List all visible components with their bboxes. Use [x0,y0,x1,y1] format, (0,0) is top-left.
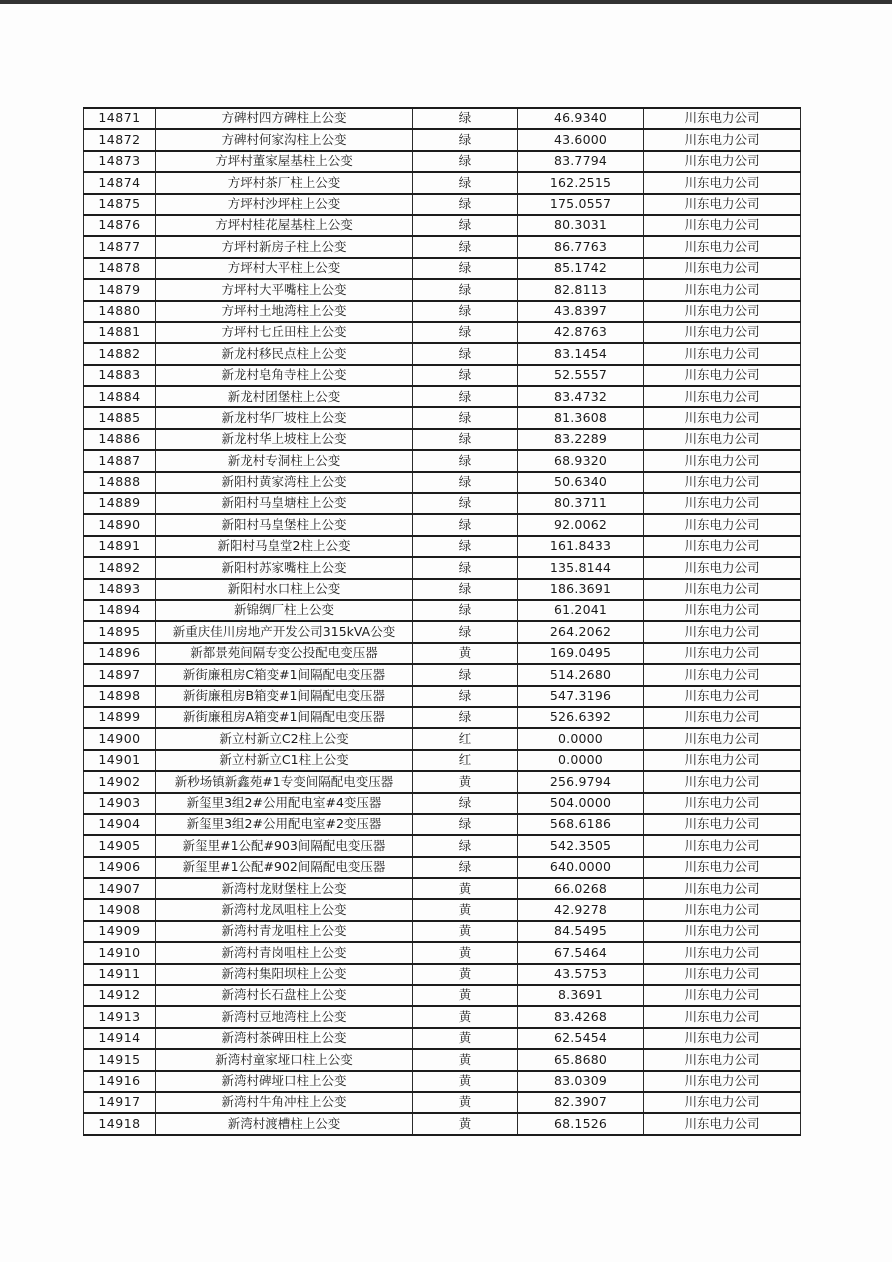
row-status-cell: 绿 [413,514,518,535]
row-id-cell: 14881 [84,322,156,343]
row-value-cell: 84.5495 [518,921,644,942]
table-row [84,643,801,664]
row-company-cell: 川东电力公司 [644,236,801,257]
row-value-cell: 83.4268 [518,1006,644,1027]
row-company-cell: 川东电力公司 [644,1092,801,1113]
row-id-cell: 14888 [84,472,156,493]
row-name-cell: 方碑村四方碑柱上公变 [156,108,413,129]
table-row [84,793,801,814]
row-value-cell: 542.3505 [518,835,644,856]
row-name-cell: 新立村新立C1柱上公变 [156,750,413,771]
row-name-cell: 方坪村新房子柱上公变 [156,236,413,257]
row-status-cell: 黄 [413,1113,518,1134]
row-value-cell: 66.0268 [518,878,644,899]
table-row [84,514,801,535]
row-name-cell: 新阳村马皇堂2柱上公变 [156,536,413,557]
row-status-cell: 绿 [413,600,518,621]
row-status-cell: 黄 [413,1071,518,1092]
row-status-cell: 黄 [413,899,518,920]
row-value-cell: 83.0309 [518,1071,644,1092]
row-name-cell: 方坪村大平嘴柱上公变 [156,279,413,300]
row-name-cell: 方坪村沙坪柱上公变 [156,194,413,215]
row-name-cell: 新湾村龙凤咀柱上公变 [156,899,413,920]
row-name-cell: 新湾村青岗咀柱上公变 [156,942,413,963]
row-name-cell: 新都景苑间隔专变公投配电变压器 [156,643,413,664]
row-status-cell: 绿 [413,857,518,878]
row-status-cell: 绿 [413,386,518,407]
table-row [84,1049,801,1070]
table-row [84,857,801,878]
row-id-cell: 14882 [84,343,156,364]
row-id-cell: 14877 [84,236,156,257]
row-name-cell: 新龙村团堡柱上公变 [156,386,413,407]
row-company-cell: 川东电力公司 [644,793,801,814]
row-status-cell: 红 [413,750,518,771]
row-id-cell: 14911 [84,964,156,985]
row-company-cell: 川东电力公司 [644,536,801,557]
row-company-cell: 川东电力公司 [644,857,801,878]
row-value-cell: 68.1526 [518,1113,644,1134]
row-value-cell: 162.2515 [518,172,644,193]
row-id-cell: 14903 [84,793,156,814]
row-id-cell: 14901 [84,750,156,771]
row-id-cell: 14904 [84,814,156,835]
row-id-cell: 14887 [84,450,156,471]
row-name-cell: 新立村新立C2柱上公变 [156,728,413,749]
table-row [84,707,801,728]
row-value-cell: 65.8680 [518,1049,644,1070]
table-row [84,1028,801,1049]
row-company-cell: 川东电力公司 [644,343,801,364]
table-row [84,621,801,642]
row-id-cell: 14872 [84,129,156,150]
row-company-cell: 川东电力公司 [644,600,801,621]
table-row [84,964,801,985]
table-row [84,899,801,920]
row-value-cell: 514.2680 [518,664,644,685]
row-name-cell: 新玺里3组2#公用配电室#2变压器 [156,814,413,835]
row-value-cell: 42.9278 [518,899,644,920]
row-company-cell: 川东电力公司 [644,301,801,322]
row-value-cell: 67.5464 [518,942,644,963]
row-company-cell: 川东电力公司 [644,172,801,193]
row-name-cell: 方坪村大平柱上公变 [156,258,413,279]
row-company-cell: 川东电力公司 [644,964,801,985]
row-name-cell: 新龙村华厂坡柱上公变 [156,407,413,428]
row-name-cell: 新阳村水口柱上公变 [156,579,413,600]
row-status-cell: 绿 [413,365,518,386]
row-name-cell: 新玺里3组2#公用配电室#4变压器 [156,793,413,814]
row-company-cell: 川东电力公司 [644,921,801,942]
row-value-cell: 46.9340 [518,108,644,129]
row-id-cell: 14890 [84,514,156,535]
row-name-cell: 新湾村青龙咀柱上公变 [156,921,413,942]
row-value-cell: 640.0000 [518,857,644,878]
row-id-cell: 14898 [84,686,156,707]
row-id-cell: 14905 [84,835,156,856]
row-value-cell: 83.2289 [518,429,644,450]
table-row [84,600,801,621]
row-name-cell: 新重庆佳川房地产开发公司315kVA公变 [156,621,413,642]
row-company-cell: 川东电力公司 [644,108,801,129]
row-status-cell: 绿 [413,172,518,193]
table-row [84,215,801,236]
row-status-cell: 绿 [413,707,518,728]
table-row [84,942,801,963]
row-value-cell: 86.7763 [518,236,644,257]
row-status-cell: 绿 [413,151,518,172]
table-row [84,921,801,942]
row-value-cell: 547.3196 [518,686,644,707]
row-company-cell: 川东电力公司 [644,878,801,899]
row-id-cell: 14885 [84,407,156,428]
row-status-cell: 绿 [413,536,518,557]
row-id-cell: 14908 [84,899,156,920]
row-value-cell: 92.0062 [518,514,644,535]
row-company-cell: 川东电力公司 [644,1049,801,1070]
row-value-cell: 80.3031 [518,215,644,236]
row-company-cell: 川东电力公司 [644,1071,801,1092]
row-value-cell: 42.8763 [518,322,644,343]
row-company-cell: 川东电力公司 [644,707,801,728]
row-status-cell: 黄 [413,964,518,985]
row-company-cell: 川东电力公司 [644,750,801,771]
row-id-cell: 14883 [84,365,156,386]
row-value-cell: 61.2041 [518,600,644,621]
row-company-cell: 川东电力公司 [644,151,801,172]
row-name-cell: 新阳村马皇堡柱上公变 [156,514,413,535]
row-value-cell: 526.6392 [518,707,644,728]
table-row [84,343,801,364]
table-row [84,1071,801,1092]
row-id-cell: 14891 [84,536,156,557]
table-row [84,108,801,129]
row-id-cell: 14912 [84,985,156,1006]
row-value-cell: 0.0000 [518,750,644,771]
row-id-cell: 14909 [84,921,156,942]
row-name-cell: 新湾村渡槽柱上公变 [156,1113,413,1134]
row-name-cell: 新湾村龙财堡柱上公变 [156,878,413,899]
row-name-cell: 新秒场镇新鑫苑#1专变间隔配电变压器 [156,771,413,792]
row-name-cell: 新玺里#1公配#903间隔配电变压器 [156,835,413,856]
row-value-cell: 43.8397 [518,301,644,322]
row-status-cell: 绿 [413,793,518,814]
row-value-cell: 186.3691 [518,579,644,600]
table-row [84,728,801,749]
row-status-cell: 绿 [413,108,518,129]
row-value-cell: 8.3691 [518,985,644,1006]
table-body [84,108,801,1135]
row-value-cell: 81.3608 [518,407,644,428]
table-row [84,236,801,257]
row-name-cell: 新龙村移民点柱上公变 [156,343,413,364]
row-status-cell: 绿 [413,407,518,428]
table-row [84,151,801,172]
row-name-cell: 新湾村豆地湾柱上公变 [156,1006,413,1027]
row-name-cell: 新街廉租房B箱变#1间隔配电变压器 [156,686,413,707]
table-row [84,429,801,450]
row-company-cell: 川东电力公司 [644,664,801,685]
row-company-cell: 川东电力公司 [644,557,801,578]
row-status-cell: 黄 [413,942,518,963]
row-id-cell: 14917 [84,1092,156,1113]
row-value-cell: 256.9794 [518,771,644,792]
row-company-cell: 川东电力公司 [644,215,801,236]
row-status-cell: 绿 [413,194,518,215]
row-company-cell: 川东电力公司 [644,1006,801,1027]
table-row [84,386,801,407]
row-company-cell: 川东电力公司 [644,514,801,535]
row-value-cell: 568.6186 [518,814,644,835]
row-id-cell: 14892 [84,557,156,578]
row-status-cell: 绿 [413,343,518,364]
row-company-cell: 川东电力公司 [644,579,801,600]
row-name-cell: 新街廉租房C箱变#1间隔配电变压器 [156,664,413,685]
row-id-cell: 14889 [84,493,156,514]
row-status-cell: 绿 [413,686,518,707]
row-value-cell: 50.6340 [518,472,644,493]
row-value-cell: 175.0557 [518,194,644,215]
row-value-cell: 52.5557 [518,365,644,386]
row-id-cell: 14918 [84,1113,156,1134]
row-id-cell: 14906 [84,857,156,878]
row-name-cell: 新湾村童家垭口柱上公变 [156,1049,413,1070]
row-status-cell: 绿 [413,493,518,514]
row-status-cell: 绿 [413,129,518,150]
row-value-cell: 135.8144 [518,557,644,578]
row-id-cell: 14894 [84,600,156,621]
row-id-cell: 14871 [84,108,156,129]
row-company-cell: 川东电力公司 [644,429,801,450]
top-border-line [0,0,892,4]
row-name-cell: 新龙村华上坡柱上公变 [156,429,413,450]
row-value-cell: 264.2062 [518,621,644,642]
row-id-cell: 14878 [84,258,156,279]
row-value-cell: 68.9320 [518,450,644,471]
row-name-cell: 新龙村专洞柱上公变 [156,450,413,471]
row-id-cell: 14915 [84,1049,156,1070]
row-id-cell: 14880 [84,301,156,322]
row-status-cell: 红 [413,728,518,749]
table-row [84,194,801,215]
table-row [84,985,801,1006]
table-row [84,493,801,514]
table-row [84,557,801,578]
row-id-cell: 14875 [84,194,156,215]
row-id-cell: 14902 [84,771,156,792]
row-status-cell: 绿 [413,472,518,493]
row-company-cell: 川东电力公司 [644,407,801,428]
row-status-cell: 绿 [413,579,518,600]
row-id-cell: 14873 [84,151,156,172]
row-company-cell: 川东电力公司 [644,835,801,856]
row-company-cell: 川东电力公司 [644,279,801,300]
row-name-cell: 新湾村茶碑田柱上公变 [156,1028,413,1049]
row-name-cell: 方碑村何家沟柱上公变 [156,129,413,150]
row-status-cell: 黄 [413,1028,518,1049]
table-row [84,1092,801,1113]
row-company-cell: 川东电力公司 [644,771,801,792]
row-status-cell: 绿 [413,450,518,471]
row-company-cell: 川东电力公司 [644,814,801,835]
row-value-cell: 83.7794 [518,151,644,172]
row-name-cell: 新湾村牛角冲柱上公变 [156,1092,413,1113]
row-value-cell: 62.5454 [518,1028,644,1049]
row-company-cell: 川东电力公司 [644,686,801,707]
row-company-cell: 川东电力公司 [644,493,801,514]
table-row [84,279,801,300]
row-company-cell: 川东电力公司 [644,728,801,749]
row-id-cell: 14910 [84,942,156,963]
table-row [84,1006,801,1027]
table-row [84,536,801,557]
row-name-cell: 方坪村董家屋基柱上公变 [156,151,413,172]
row-value-cell: 80.3711 [518,493,644,514]
row-name-cell: 新湾村集阳坝柱上公变 [156,964,413,985]
row-id-cell: 14897 [84,664,156,685]
row-status-cell: 绿 [413,279,518,300]
table-row [84,664,801,685]
table-row [84,579,801,600]
table-row [84,322,801,343]
row-status-cell: 黄 [413,921,518,942]
table-row [84,172,801,193]
table-row [84,450,801,471]
row-id-cell: 14914 [84,1028,156,1049]
row-company-cell: 川东电力公司 [644,386,801,407]
table-row [84,472,801,493]
row-status-cell: 绿 [413,621,518,642]
row-company-cell: 川东电力公司 [644,1028,801,1049]
row-status-cell: 绿 [413,236,518,257]
table-row [84,750,801,771]
row-id-cell: 14913 [84,1006,156,1027]
row-company-cell: 川东电力公司 [644,621,801,642]
row-status-cell: 黄 [413,985,518,1006]
row-status-cell: 绿 [413,322,518,343]
row-name-cell: 方坪村桂花屋基柱上公变 [156,215,413,236]
row-name-cell: 新湾村长石盘柱上公变 [156,985,413,1006]
row-status-cell: 黄 [413,643,518,664]
row-value-cell: 83.1454 [518,343,644,364]
row-id-cell: 14899 [84,707,156,728]
table-row [84,258,801,279]
row-id-cell: 14893 [84,579,156,600]
row-name-cell: 方坪村土地湾柱上公变 [156,301,413,322]
row-name-cell: 新锦绸厂柱上公变 [156,600,413,621]
row-company-cell: 川东电力公司 [644,899,801,920]
row-name-cell: 新阳村苏家嘴柱上公变 [156,557,413,578]
row-name-cell: 新阳村马皇塘柱上公变 [156,493,413,514]
row-status-cell: 绿 [413,814,518,835]
table-row [84,129,801,150]
row-company-cell: 川东电力公司 [644,194,801,215]
row-value-cell: 83.4732 [518,386,644,407]
row-company-cell: 川东电力公司 [644,985,801,1006]
row-id-cell: 14895 [84,621,156,642]
row-status-cell: 黄 [413,1049,518,1070]
row-id-cell: 14916 [84,1071,156,1092]
transformer-table [83,107,801,1136]
row-status-cell: 黄 [413,1006,518,1027]
row-value-cell: 169.0495 [518,643,644,664]
row-value-cell: 43.6000 [518,129,644,150]
row-value-cell: 504.0000 [518,793,644,814]
row-company-cell: 川东电力公司 [644,258,801,279]
row-status-cell: 黄 [413,1092,518,1113]
table-row [84,1113,801,1134]
row-name-cell: 方坪村茶厂柱上公变 [156,172,413,193]
row-company-cell: 川东电力公司 [644,643,801,664]
row-company-cell: 川东电力公司 [644,365,801,386]
row-id-cell: 14896 [84,643,156,664]
row-status-cell: 绿 [413,664,518,685]
row-id-cell: 14900 [84,728,156,749]
row-status-cell: 绿 [413,835,518,856]
row-company-cell: 川东电力公司 [644,1113,801,1134]
table-row [84,878,801,899]
row-name-cell: 新湾村碑垭口柱上公变 [156,1071,413,1092]
row-status-cell: 黄 [413,878,518,899]
row-name-cell: 方坪村七丘田柱上公变 [156,322,413,343]
table-row [84,301,801,322]
row-id-cell: 14874 [84,172,156,193]
row-id-cell: 14884 [84,386,156,407]
row-value-cell: 85.1742 [518,258,644,279]
row-company-cell: 川东电力公司 [644,322,801,343]
row-value-cell: 161.8433 [518,536,644,557]
row-company-cell: 川东电力公司 [644,472,801,493]
row-id-cell: 14886 [84,429,156,450]
row-value-cell: 0.0000 [518,728,644,749]
row-status-cell: 绿 [413,429,518,450]
row-id-cell: 14876 [84,215,156,236]
row-company-cell: 川东电力公司 [644,450,801,471]
table-row [84,407,801,428]
row-company-cell: 川东电力公司 [644,129,801,150]
row-value-cell: 43.5753 [518,964,644,985]
row-status-cell: 绿 [413,215,518,236]
row-name-cell: 新龙村皂角寺柱上公变 [156,365,413,386]
table-row [84,771,801,792]
row-status-cell: 绿 [413,258,518,279]
row-status-cell: 绿 [413,301,518,322]
row-status-cell: 黄 [413,771,518,792]
row-id-cell: 14907 [84,878,156,899]
row-name-cell: 新阳村黄家湾柱上公变 [156,472,413,493]
row-value-cell: 82.3907 [518,1092,644,1113]
row-value-cell: 82.8113 [518,279,644,300]
table-row [84,835,801,856]
row-company-cell: 川东电力公司 [644,942,801,963]
row-name-cell: 新玺里#1公配#902间隔配电变压器 [156,857,413,878]
row-status-cell: 绿 [413,557,518,578]
table-row [84,814,801,835]
table-row [84,365,801,386]
row-id-cell: 14879 [84,279,156,300]
row-name-cell: 新街廉租房A箱变#1间隔配电变压器 [156,707,413,728]
table-row [84,686,801,707]
